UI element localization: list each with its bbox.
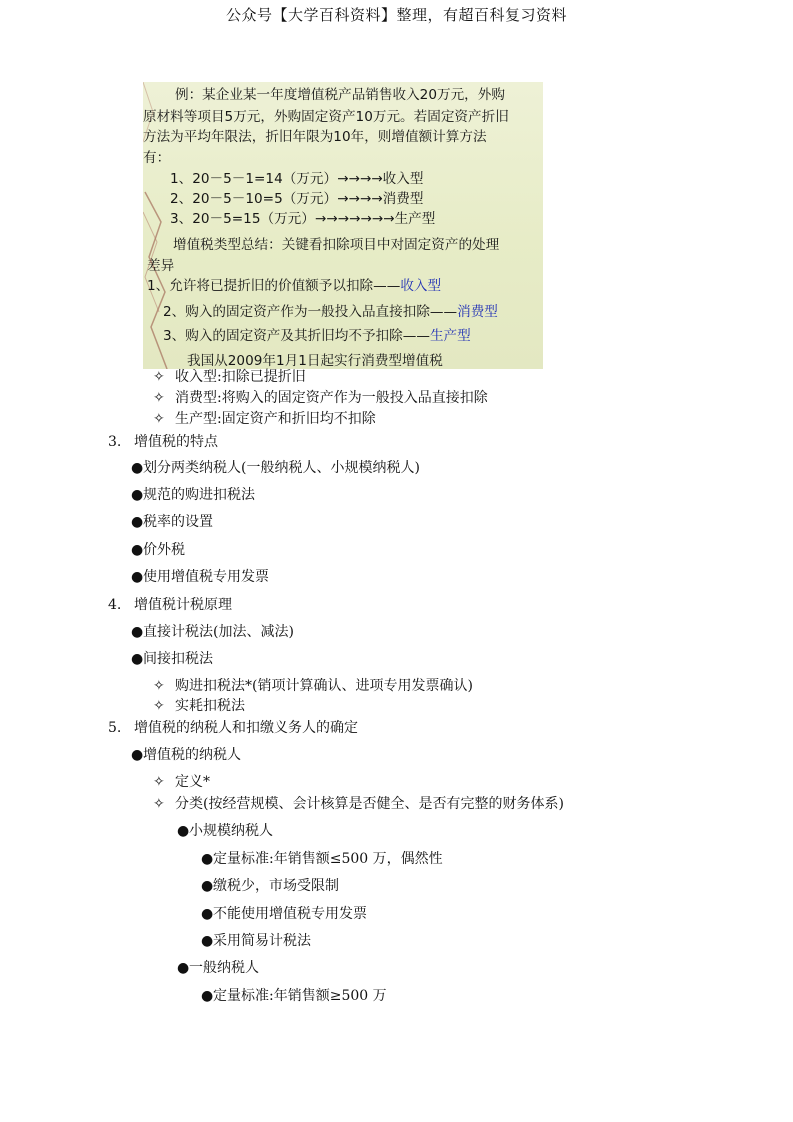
bullet-icon: ●	[131, 542, 144, 558]
bullet-icon: ●	[201, 878, 214, 894]
slide-line-2: 原材料等项目5万元，外购固定资产10万元。若固定资产折旧	[143, 109, 509, 125]
bullet-icon: ●	[177, 823, 190, 839]
section-heading: 3. 增值税的特点	[108, 434, 218, 450]
bullet-icon: ●	[201, 851, 214, 867]
slide-line-1: 例：某企业某一年度增值税产品销售收入20万元，外购	[175, 87, 505, 103]
list-item: ●直接计税法(加法、减法)	[131, 624, 294, 640]
list-item: ●间接扣税法	[131, 651, 213, 667]
list-item: ●价外税	[131, 542, 185, 558]
list-item: ●缴税少，市场受限制	[201, 878, 339, 894]
slide-line-10: 1、允许将已提折旧的价值额予以扣除——收入型	[147, 278, 442, 294]
bullet-icon: ●	[131, 651, 144, 667]
page-header: 公众号【大学百科资料】整理，有超百科复习资料	[225, 6, 567, 24]
slide-type-consumption: 消费型	[457, 304, 498, 320]
diamond-bullet-icon: ✧	[153, 369, 165, 385]
section-heading: 5. 增值税的纳税人和扣缴义务人的确定	[108, 720, 358, 736]
slide-line-4: 有：	[143, 150, 171, 166]
bullet-icon: ●	[131, 487, 144, 503]
bullet-icon: ●	[131, 624, 144, 640]
diamond-bullet-icon: ✧	[153, 796, 165, 812]
slide-line-8: 增值税类型总结：关键看扣除项目中对固定资产的处理	[173, 237, 500, 253]
slide-line-11: 2、购入的固定资产作为一般投入品直接扣除——消费型	[163, 304, 498, 320]
slide-line-12: 3、购入的固定资产及其折旧均不予扣除——生产型	[163, 328, 471, 344]
list-item: ●定量标准:年销售额≥500 万	[201, 988, 387, 1004]
slide-line-3: 方法为平均年限法，折旧年限为10年，则增值额计算方法	[143, 129, 487, 145]
slide-image	[143, 82, 543, 369]
list-item: ✧ 分类(按经营规模、会计核算是否健全、是否有完整的财务体系)	[153, 796, 564, 812]
bullet-icon: ●	[201, 988, 214, 1004]
diamond-bullet-icon: ✧	[153, 774, 165, 790]
bullet-icon: ●	[131, 747, 144, 763]
slide-line-7: 3、20－5=15（万元）→→→→→→→生产型	[170, 211, 436, 227]
bullet-icon: ●	[177, 960, 190, 976]
list-item: ●定量标准:年销售额≤500 万，偶然性	[201, 851, 443, 867]
slide-type-income: 收入型	[400, 278, 442, 294]
list-item: ●增值税的纳税人	[131, 747, 241, 763]
diamond-bullet-icon: ✧	[153, 698, 165, 714]
slide-line-6: 2、20－5－10=5（万元）→→→→消费型	[170, 191, 424, 207]
list-item: ●规范的购进扣税法	[131, 487, 255, 503]
bullet-icon: ●	[201, 933, 214, 949]
bullet-icon: ●	[131, 569, 144, 585]
bullet-icon: ●	[131, 460, 144, 476]
diamond-bullet-icon: ✧	[153, 678, 165, 694]
diamond-bullet-icon: ✧	[153, 411, 165, 427]
list-item: ✧ 收入型:扣除已提折旧	[153, 369, 306, 385]
list-item: ●划分两类纳税人(一般纳税人、小规模纳税人)	[131, 460, 420, 476]
list-item: ✧ 定义*	[153, 774, 210, 790]
list-item: ✧ 生产型:固定资产和折旧均不扣除	[153, 411, 376, 427]
list-item: ✧ 消费型:将购入的固定资产作为一般投入品直接扣除	[153, 390, 488, 406]
list-item: ●采用简易计税法	[201, 933, 311, 949]
bullet-icon: ●	[131, 514, 144, 530]
list-item: ●小规模纳税人	[177, 823, 273, 839]
list-item: ●税率的设置	[131, 514, 213, 530]
list-item: ●一般纳税人	[177, 960, 259, 976]
diamond-bullet-icon: ✧	[153, 390, 165, 406]
bullet-icon: ●	[201, 906, 214, 922]
list-item: ●使用增值税专用发票	[131, 569, 269, 585]
slide-line-9: 差异	[147, 258, 175, 274]
list-item: ✧ 购进扣税法*(销项计算确认、进项专用发票确认)	[153, 678, 473, 694]
slide-line-13: 我国从2009年1月1日起实行消费型增值税	[187, 353, 443, 369]
slide-line-5: 1、20－5－1=14（万元）→→→→收入型	[170, 171, 424, 187]
list-item: ✧ 实耗扣税法	[153, 698, 245, 714]
list-item: ●不能使用增值税专用发票	[201, 906, 367, 922]
slide-type-production: 生产型	[429, 328, 471, 344]
section-heading: 4. 增值税计税原理	[108, 597, 232, 613]
